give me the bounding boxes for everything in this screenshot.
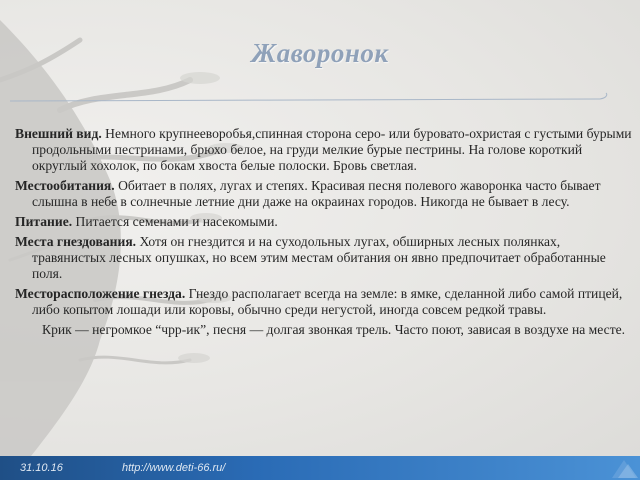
paragraph-label: Питание. [15, 214, 73, 229]
paragraph-text: Хотя он гнездится и на суходольных лугах, обширных лесных полянках, травянистых лесных опушках, но всем этим местам обитания он явно предпочитает обработанные поля. [32, 234, 606, 281]
paragraph-label: Местообитания. [15, 178, 115, 193]
paragraph-habitat [15, 178, 632, 210]
paragraph-label: Месторасположение гнезда. [15, 286, 186, 301]
paragraph-diet [15, 214, 632, 230]
paragraph-call: Крик — негромкое “чрр-ик”, песня — долгая звонкая трель. Часто поют, зависая в воздухе на месте. [42, 322, 626, 337]
paragraph-text: Обитает в полях, лугах и степях. Красивая песня полевого жаворонка часто бывает слышна в небе в солнечные летние дни даже на окраинах городов. Никогда не бывает в лесу. [32, 178, 601, 209]
paragraph-appearance [15, 126, 632, 174]
paragraph-text: Гнездо располагает всегда на земле: в ямке, сделанной либо самой птицей, либо копытом лошади или коровы, обычно среди негустой, иногда совсем редкой травы. [32, 286, 623, 317]
paragraph-nest-location [15, 286, 632, 318]
slide-title: Жаворонок [251, 38, 389, 68]
paragraph-nesting-places [15, 234, 632, 282]
footer-corner-ornament [608, 456, 640, 480]
paragraph-text: Питается семенами и насекомыми. [72, 214, 278, 229]
footer-bar [0, 456, 640, 480]
footer-url-link[interactable]: http://www.deti-66.ru/ [122, 462, 226, 474]
footer-date: 31.10.16 [20, 462, 63, 474]
title-divider [0, 88, 640, 110]
slide-body [15, 126, 632, 342]
paragraph-text: Немного крупнееворобья,спинная сторона серо- или буровато-охристая с густыми бурыми продольными пестринами, брюхо белое, на груди мелкие бурые пестрины. На голове короткий округлый хохолок, по бокам хвоста белые полоски. Бровь светлая. [32, 126, 632, 173]
paragraph-label: Внешний вид. [15, 126, 102, 141]
paragraph-label: Места гнездования. [15, 234, 137, 249]
